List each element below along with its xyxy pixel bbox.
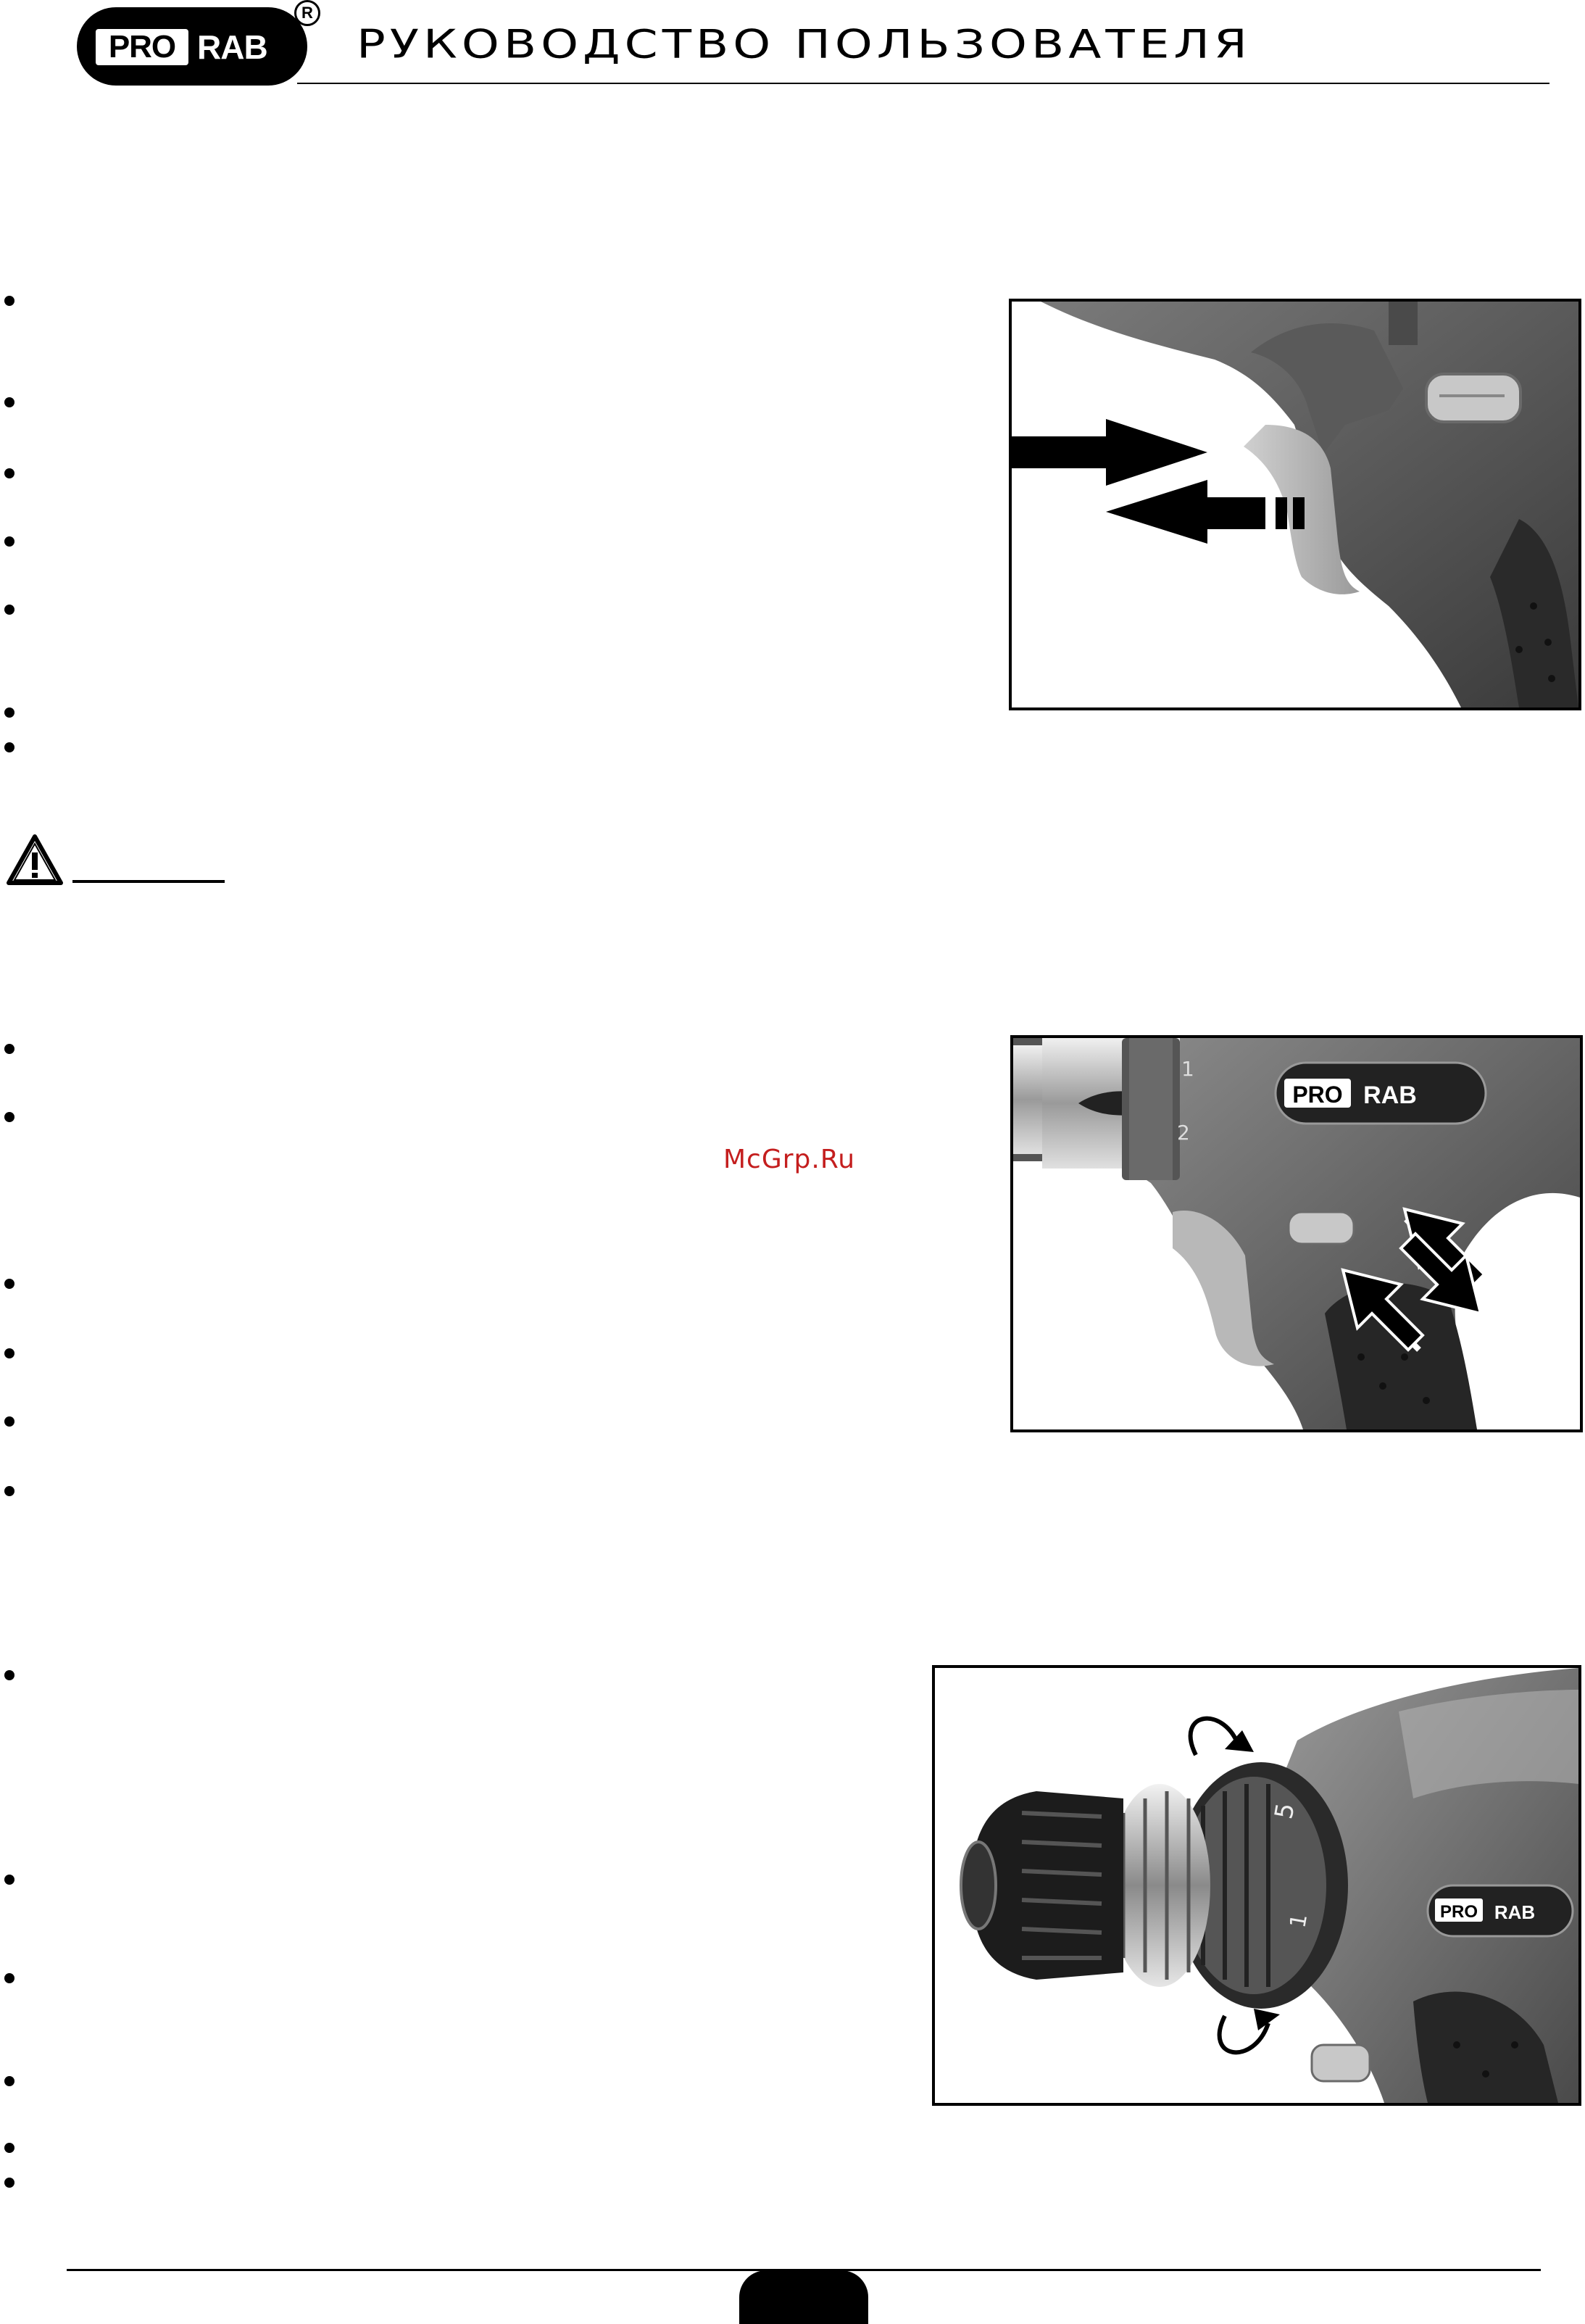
logo-pro-text: PRO <box>96 29 188 65</box>
fig2-dial-mark-2: 2 <box>1177 1121 1190 1145</box>
fig3-dial-mark-5: 5 <box>1269 1801 1301 1822</box>
bullet-marker <box>4 397 14 407</box>
bullet-marker <box>4 296 14 306</box>
bullet-marker <box>4 468 14 478</box>
bullet-marker <box>4 1973 14 1983</box>
warning-heading-underline <box>72 880 225 883</box>
watermark-text: McGrp.Ru <box>723 1145 856 1174</box>
bullet-marker <box>4 1416 14 1427</box>
bullet-marker <box>4 707 14 718</box>
bullet-marker <box>4 1044 14 1054</box>
fig3-dial-mark-1: 1 <box>1285 1912 1313 1930</box>
bullet-marker <box>4 742 14 752</box>
bullet-marker <box>4 536 14 547</box>
bullet-marker <box>4 1670 14 1680</box>
bullet-marker <box>4 2178 14 2188</box>
registered-mark: R <box>294 0 320 26</box>
logo-rab-text: RAB <box>197 28 267 66</box>
bullet-marker <box>4 1486 14 1496</box>
bullet-marker <box>4 2143 14 2153</box>
header-divider <box>297 83 1549 84</box>
page-number-badge <box>739 2270 868 2324</box>
bullet-marker <box>4 1112 14 1122</box>
fig3-logo-pro: PRO <box>1439 1902 1478 1922</box>
brand-logo <box>77 7 307 86</box>
figure-direction-switch <box>1010 1035 1583 1432</box>
bullet-marker <box>4 605 14 615</box>
bullet-marker <box>4 1279 14 1289</box>
fig2-dial-mark-1: 1 <box>1181 1057 1194 1081</box>
fig3-logo-rab: RAB <box>1494 1901 1536 1923</box>
figure-torque-collar <box>932 1665 1581 2106</box>
bullet-marker <box>4 2076 14 2086</box>
bullet-marker <box>4 1875 14 1885</box>
fig2-logo-rab: RAB <box>1363 1082 1417 1109</box>
page-title: РУКОВОДСТВО ПОЛЬЗОВАТЕЛЯ <box>357 21 1252 67</box>
figure-trigger-switch <box>1009 299 1581 710</box>
bullet-marker <box>4 1348 14 1358</box>
fig2-logo-pro: PRO <box>1292 1082 1343 1108</box>
warning-icon <box>6 834 64 886</box>
